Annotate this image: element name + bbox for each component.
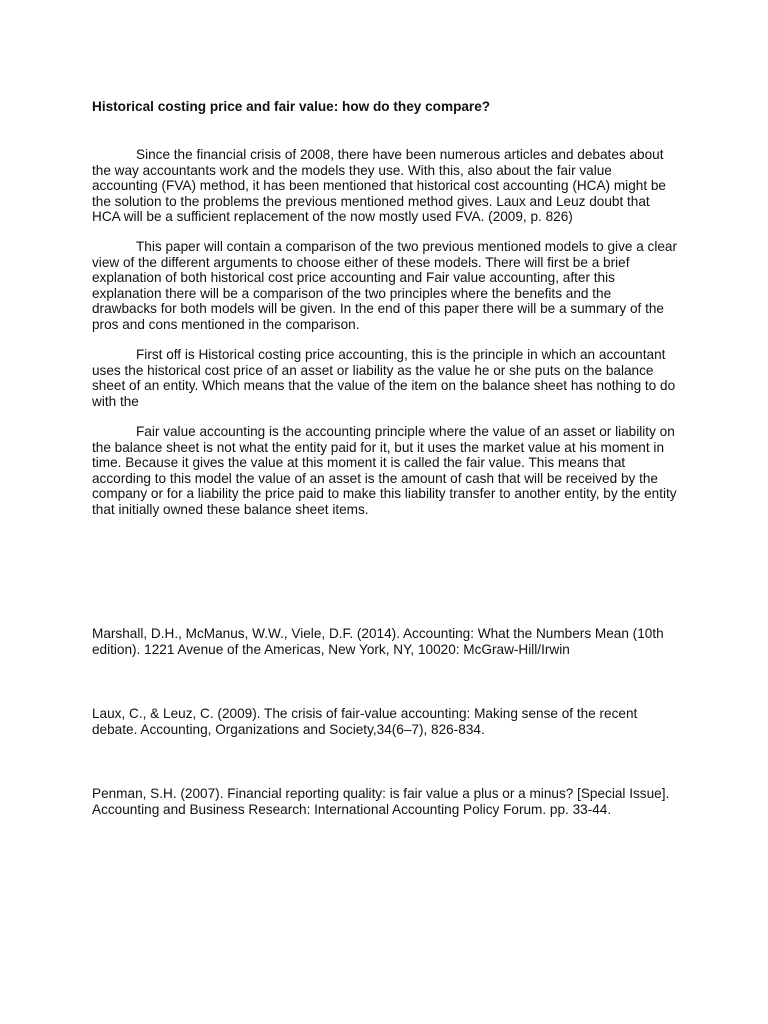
reference-laux-leuz: Laux, C., & Leuz, C. (2009). The crisis of fair-value accounting: Making sense of the recent debate. Accounting, Organizations and Society,34(6–7), 826-834.	[92, 706, 638, 737]
paragraph-introduction: Since the financial crisis of 2008, there have been numerous articles and debates about the way accountants work and the models they use. With this, also about the fair value accounting (FVA) method, it has been mentioned that historical cost accounting (HCA) might be the solution to the problems the previous mentioned method gives. Laux and Leuz doubt that HCA will be a sufficient replacement of the now mostly used FVA. (2009, p. 826)	[92, 147, 666, 225]
document-title: Historical costing price and fair value: how do they compare?	[92, 99, 491, 114]
paragraph-outline: This paper will contain a comparison of the two previous mentioned models to give a clear view of the different arguments to choose either of these models. There will first be a brief explanation of both historical cost price accounting and Fair value accounting, after this explanation there will be a comparison of the two principles where the benefits and the drawbacks for both models will be given. In the end of this paper there will be a summary of the pros and cons mentioned in the comparison.	[92, 239, 678, 332]
paragraph-historical-cost: First off is Historical costing price accounting, this is the principle in which an accountant uses the historical cost price of an asset or liability as the value he or she puts on the balance sheet of an entity. Which means that the value of the item on the balance sheet has nothing to do with the	[92, 347, 676, 409]
paragraph-fair-value: Fair value accounting is the accounting principle where the value of an asset or liability on the balance sheet is not what the entity paid for it, but it uses the market value at his moment in time. Because it gives the value at this moment it is called the fair value. This means that according to this model the value of an asset is the amount of cash that will be received by the company or for a liability the price paid to make this liability transfer to another entity, by the entity that initially owned these balance sheet items.	[92, 424, 677, 517]
reference-marshall: Marshall, D.H., McManus, W.W., Viele, D.F. (2014). Accounting: What the Numbers Mean (10th edition). 1221 Avenue of the Americas, New York, NY, 10020: McGraw-Hill/Irwin	[92, 626, 664, 657]
reference-penman: Penman, S.H. (2007). Financial reporting quality: is fair value a plus or a minus? [Special Issue]. Accounting and Business Research: International Accounting Policy Forum. pp. 33-44.	[92, 786, 670, 817]
